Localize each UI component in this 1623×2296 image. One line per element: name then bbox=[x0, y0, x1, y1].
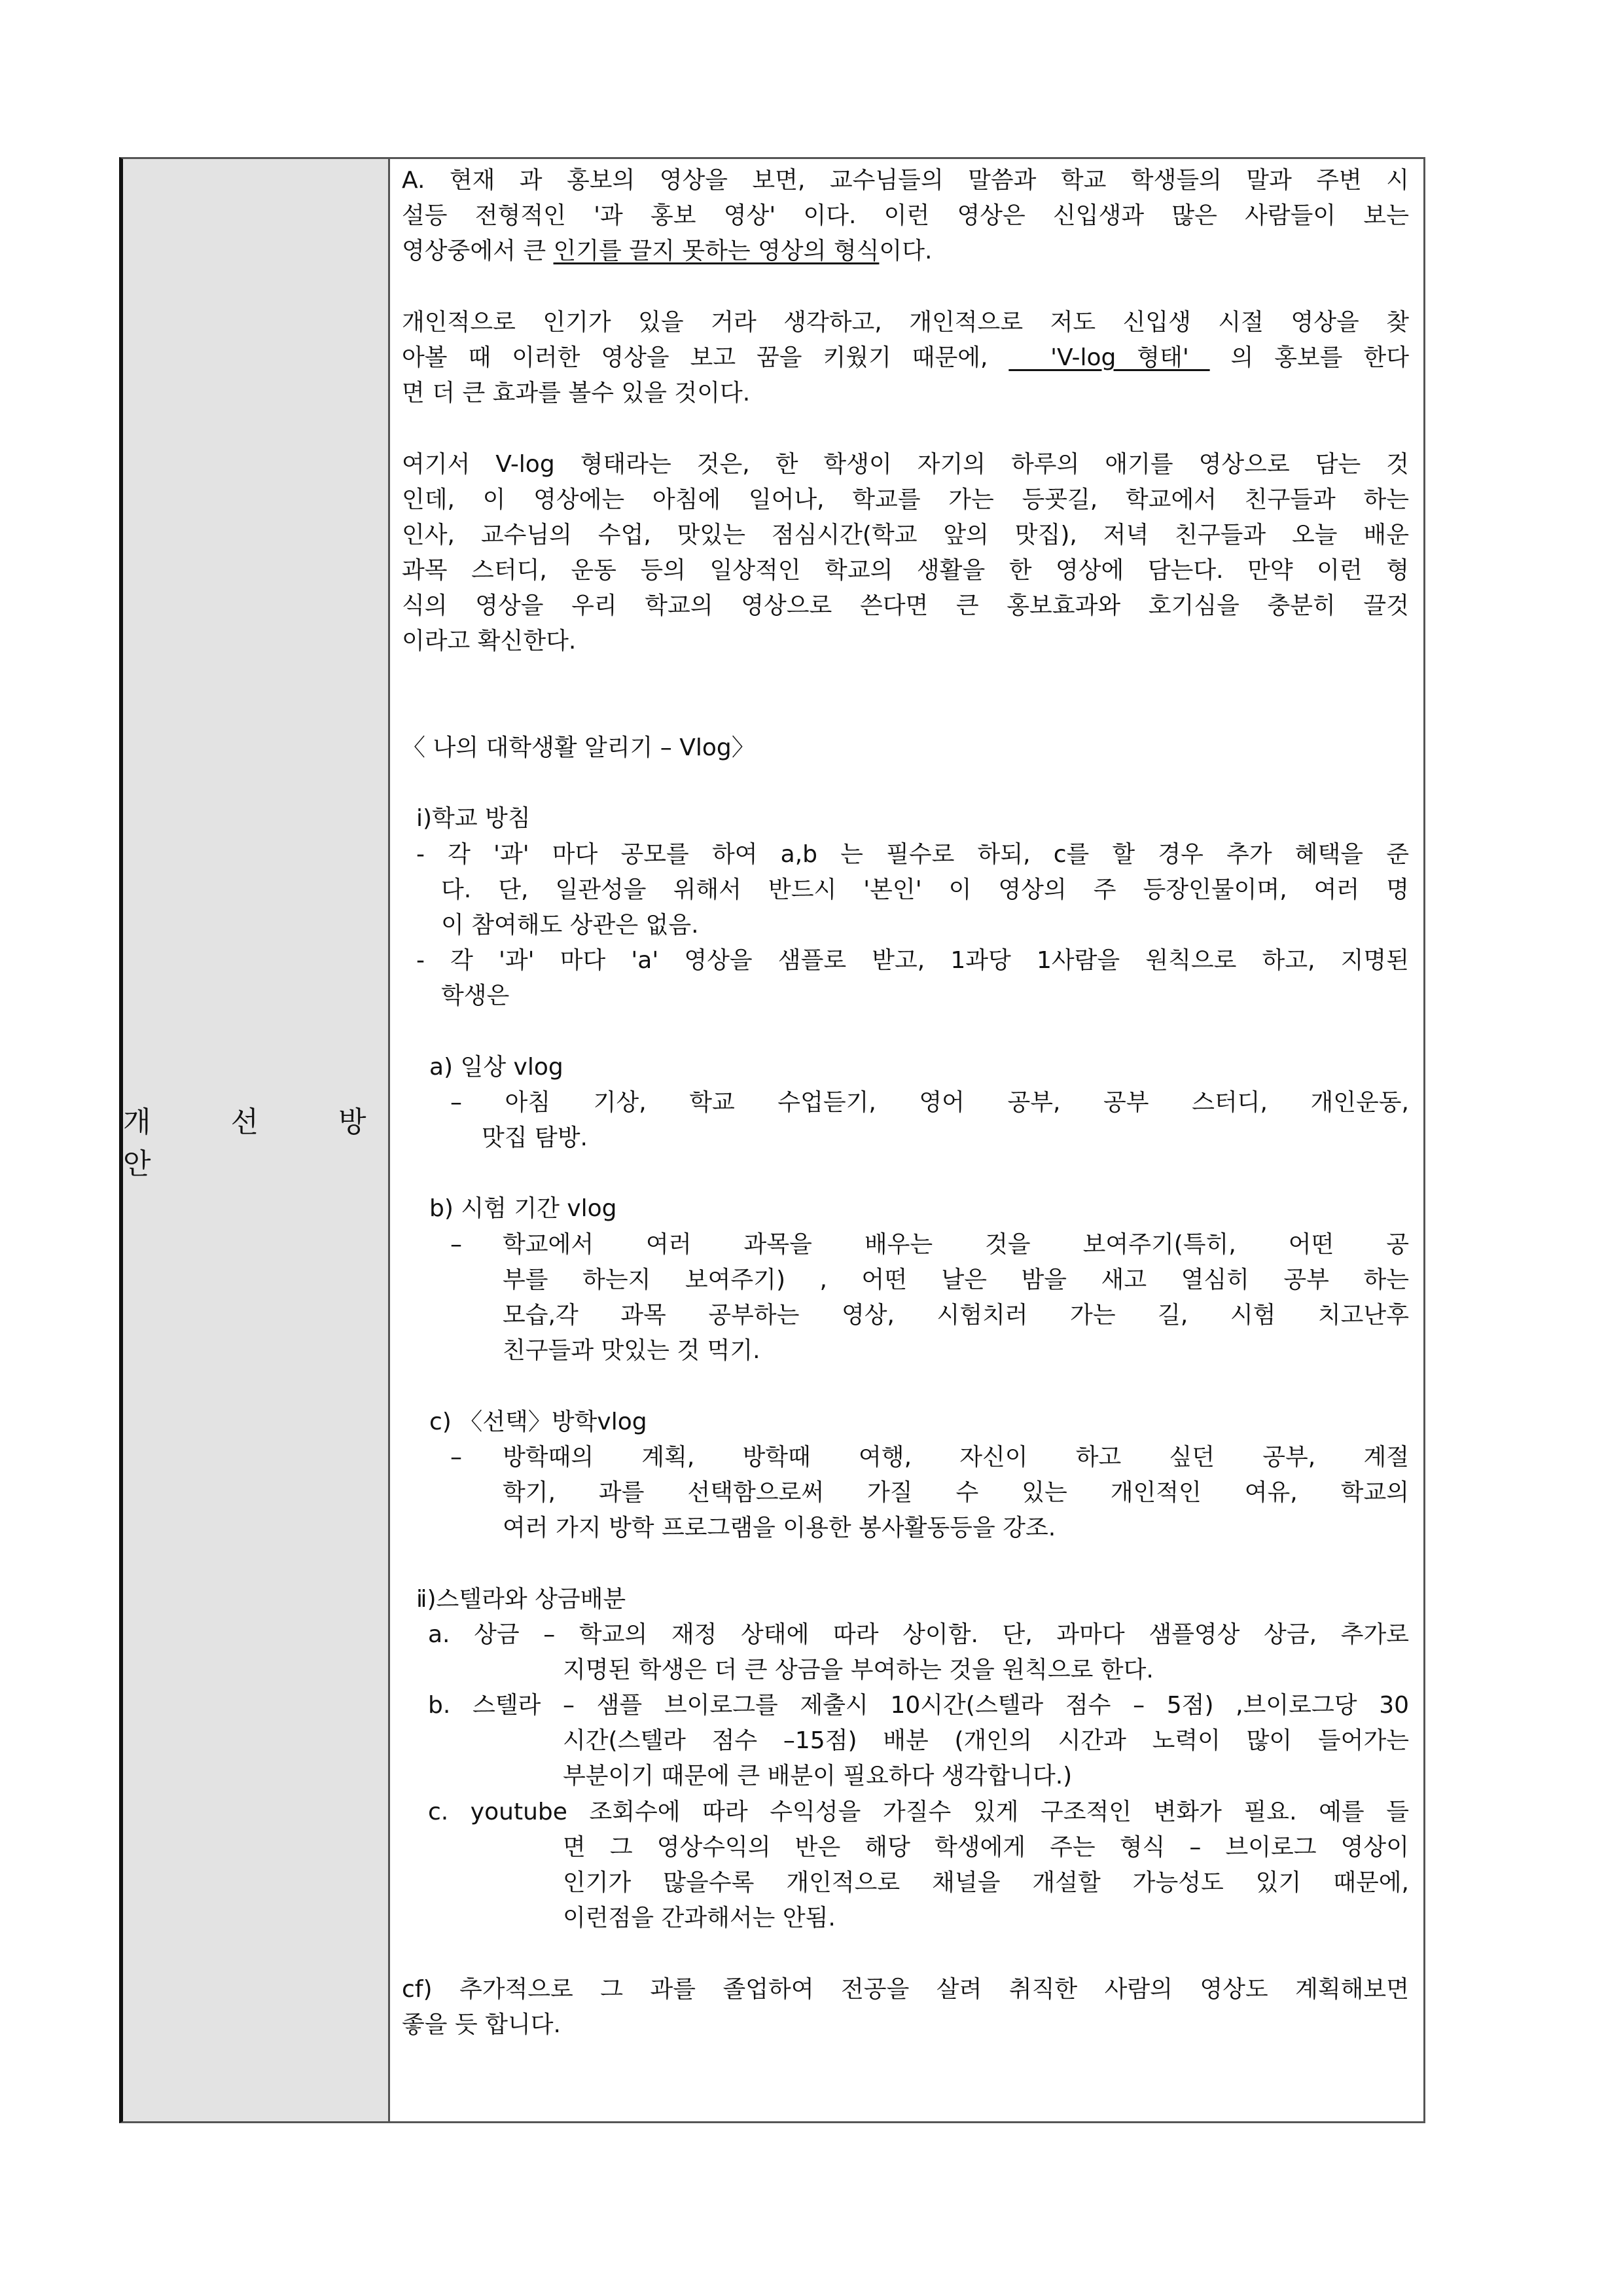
vlog-b-line: – 학교에서 여러 과목을 배우는 것을 보여주기(특히, 어떤 공 bbox=[450, 1230, 1409, 1258]
reward-heading: ⅱ)스텔라와 상금배분 bbox=[416, 1585, 626, 1613]
vlog-c-title: c) 〈선택〉방학vlog bbox=[429, 1408, 647, 1435]
vlog-c-line: 여러 가지 방학 프로그램을 이용한 봉사활동등을 강조. bbox=[503, 1515, 1056, 1542]
intro-line: 식의 영상을 우리 학교의 영상으로 쓴다면 큰 홍보효과와 호기심을 충분히 끌것 bbox=[402, 592, 1409, 620]
intro-line: 인사, 교수님의 수업, 맛있는 점심시간(학교 앞의 맛집), 저녁 친구들과 오늘 배운 bbox=[402, 521, 1409, 548]
reward-line: 시간(스텔라 점수 –15점) 배분 (개인의 시간과 노력이 많이 들어가는 bbox=[563, 1727, 1409, 1755]
reward-line: a. 상금 – 학교의 재정 상태에 따라 상이함. 단, 과마다 샘플영상 상금, 추가로 bbox=[428, 1621, 1409, 1648]
content-cell bbox=[390, 159, 1423, 2121]
reward-line: 인기가 많을수록 개인적으로 채널을 개설할 가능성도 있기 때문에, bbox=[563, 1869, 1409, 1897]
closing-line: cf) 추가적으로 그 과를 졸업하여 전공을 살려 취직한 사람의 영상도 계획해보면 bbox=[402, 1975, 1409, 2003]
reward-line: 지명된 학생은 더 큰 상금을 부여하는 것을 원칙으로 한다. bbox=[563, 1656, 1154, 1683]
proposal-table bbox=[119, 157, 1425, 2123]
vlog-b-line: 친구들과 맛있는 것 먹기. bbox=[503, 1337, 760, 1365]
intro-line: 이라고 확신한다. bbox=[402, 628, 577, 655]
vlog-c-line: 학기, 과를 선택함으로써 가질 수 있는 개인적인 여유, 학교의 bbox=[503, 1479, 1409, 1506]
intro-line: A. 현재 과 홍보의 영상을 보면, 교수님들의 말씀과 학교 학생들의 말과 주변 시 bbox=[402, 167, 1409, 194]
intro-line: 개인적으로 인기가 있을 거라 생각하고, 개인적으로 저도 신입생 시절 영상을 찾 bbox=[402, 308, 1409, 336]
vlog-c-line: – 방학때의 계획, 방학때 여행, 자신이 하고 싶던 공부, 계절 bbox=[450, 1443, 1409, 1471]
policy-line: - 각 '과' 마다 공모를 하여 a,b 는 필수로 하되, c를 할 경우 추가 혜택을 준 bbox=[416, 840, 1409, 868]
vlog-a-title: a) 일상 vlog bbox=[429, 1053, 563, 1081]
row-label-cell bbox=[123, 159, 402, 2121]
intro-line: 여기서 V-log 형태라는 것은, 한 학생이 자기의 하루의 애기를 영상으로 담는 것 bbox=[402, 450, 1409, 478]
policy-heading: ⅰ)학교 방침 bbox=[416, 805, 531, 833]
policy-line: 다. 단, 일관성을 위해서 반드시 '본인' 이 영상의 주 등장인물이며, 여러 명 bbox=[441, 876, 1409, 903]
reward-line: b. 스텔라 – 샘플 브이로그를 제출시 10시간(스텔라 점수 – 5점) ,브이로그당 30 bbox=[428, 1692, 1409, 1719]
row-label: 개 선 방 안 bbox=[123, 1105, 402, 1181]
vlog-b-title: b) 시험 기간 vlog bbox=[429, 1195, 617, 1223]
reward-line: 부분이기 때문에 큰 배분이 필요하다 생각합니다.) bbox=[563, 1763, 1073, 1790]
vlog-a-line: – 아침 기상, 학교 수업듣기, 영어 공부, 공부 스터디, 개인운동, bbox=[450, 1088, 1409, 1116]
section-title: 〈 나의 대학생활 알리기 – Vlog〉 bbox=[402, 734, 755, 762]
underlined-phrase: 'V-log 형태' bbox=[1008, 344, 1210, 371]
policy-line: - 각 '과' 마다 'a' 영상을 샘플로 받고, 1과당 1사람을 원칙으로 하고, 지명된 bbox=[416, 947, 1409, 975]
intro-line: 영상중에서 큰 인기를 끌지 못하는 영상의 형식이다. bbox=[402, 238, 933, 265]
closing-line: 좋을 듯 합니다. bbox=[402, 2011, 561, 2038]
intro-line: 아볼 때 이러한 영상을 보고 꿈을 키웠기 때문에, 'V-log 형태' 의 홍보를 한다 bbox=[402, 344, 1409, 371]
underlined-phrase: 인기를 끌지 못하는 영상의 형식 bbox=[553, 238, 880, 265]
intro-line: 설등 전형적인 '과 홍보 영상' 이다. 이런 영상은 신입생과 많은 사람들이 보는 bbox=[402, 202, 1409, 230]
intro-line: 과목 스터디, 운동 등의 일상적인 학교의 생활을 한 영상에 담는다. 만약 이런 형 bbox=[402, 557, 1409, 584]
policy-line: 학생은 bbox=[441, 982, 510, 1010]
intro-line: 면 더 큰 효과를 볼수 있을 것이다. bbox=[402, 380, 751, 407]
vlog-b-line: 모습,각 과목 공부하는 영상, 시험치러 가는 길, 시험 치고난후 bbox=[503, 1302, 1409, 1329]
reward-line: 이런점을 간과해서는 안됨. bbox=[563, 1905, 836, 1932]
policy-line: 이 참여해도 상관은 없음. bbox=[441, 911, 699, 939]
vlog-b-line: 부를 하는지 보여주기) , 어떤 날은 밤을 새고 열심히 공부 하는 bbox=[503, 1266, 1409, 1293]
reward-line: c. youtube 조회수에 따라 수익성을 가질수 있게 구조적인 변화가 필요. 예를 들 bbox=[428, 1798, 1409, 1825]
vlog-a-line: 맛집 탐방. bbox=[482, 1124, 588, 1152]
reward-line: 면 그 영상수익의 반은 해당 학생에게 주는 형식 – 브이로그 영상이 bbox=[563, 1833, 1409, 1861]
intro-line: 인데, 이 영상에는 아침에 일어나, 학교를 가는 등굣길, 학교에서 친구들과 하는 bbox=[402, 486, 1409, 513]
